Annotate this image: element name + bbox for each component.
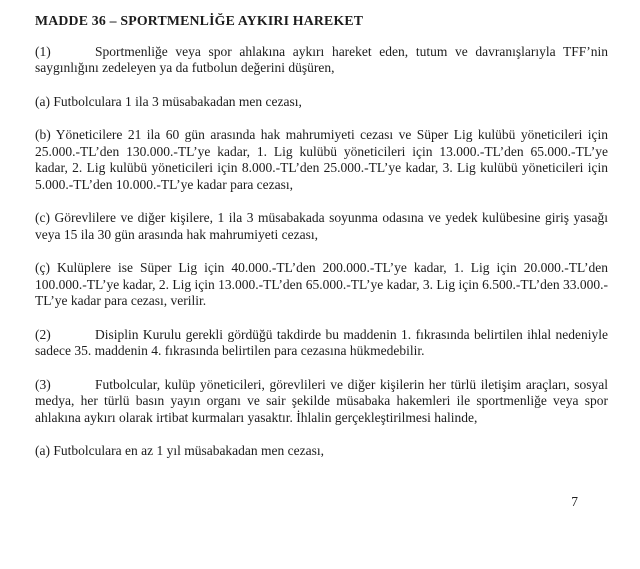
paragraph-marker: (2): [35, 326, 51, 342]
paragraph-text: Sportmenliğe veya spor ahlakına aykırı hareket eden, tutum ve davranışlarıyla TFF’nin saygınlığını zedeleyen ya da futbolun değerini düşüren,: [35, 43, 608, 75]
paragraph: [35, 443, 608, 460]
paragraph-text: Kulüplere ise Süper Lig için 40.000.-TL’den 200.000.-TL’ye kadar, 1. Lig için 20.000.-TL’den 100.000.-TL’ye kadar, 2. Lig için 13.000.-TL’den 65.000.-TL’ye kadar, 3. Lig için 6.500.-TL’den 33.000.-TL’ye kadar para cezası, verilir.: [35, 260, 609, 308]
paragraph-marker: (1): [35, 43, 51, 59]
document-page: [35, 13, 608, 510]
paragraph: [35, 94, 608, 111]
paragraph-text: Futbolcular, kulüp yöneticileri, görevlileri ve diğer kişilerin her türlü iletişim araçları, sosyal medya, her türlü basın yayın organı ve sair şekilde müsabaka hakemleri ile sportmenliğe veya spor ahlakına aykırı olarak irtibat kurmaları yasaktır. İhlalin gerçekleştirilmesi halinde,: [35, 376, 608, 425]
paragraph: [35, 44, 608, 77]
paragraph-text: Yöneticilere 21 ila 60 gün arasında hak mahrumiyeti cezası ve Süper Lig kulübü yöneticileri için 25.000.-TL’den 130.000.-TL’ye kadar, 1. Lig kulübü yöneticileri için 13.000.-TL’den 65.000.-TL’ye kadar, 2. Lig kulübü yöneticileri için 8.000.-TL’den 25.000.-TL’ye kadar, 3. Lig kulübü yöneticileri için 5.000.-TL’den 10.000.-TL’ye kadar para cezası,: [35, 127, 609, 192]
paragraph: [35, 327, 608, 360]
paragraph-marker: (c): [35, 210, 50, 225]
paragraph-marker: (a): [35, 443, 50, 458]
article-title: MADDE 36 – SPORTMENLİĞE AYKIRI HAREKET: [35, 13, 364, 28]
paragraph: [35, 377, 608, 427]
paragraph-marker: (a): [35, 93, 50, 109]
paragraph-text: Futbolculara en az 1 yıl müsabakadan men cezası,: [53, 443, 325, 458]
paragraph-marker: (b): [35, 127, 51, 142]
paragraph-marker: (3): [35, 376, 51, 392]
paragraph: [35, 260, 608, 310]
page-number: 7: [571, 493, 578, 509]
paragraph-text: Görevlilere ve diğer kişilere, 1 ila 3 müsabakada soyunma odasına ve yedek kulübesine giriş yasağı veya 15 ila 30 gün arasında hak mahrumiyeti cezası,: [35, 210, 609, 242]
paragraph-text: Futbolculara 1 ila 3 müsabakadan men cezası,: [53, 93, 302, 109]
paragraph-marker: (ç): [35, 260, 50, 275]
paragraph: [35, 127, 608, 193]
paragraph: [35, 210, 608, 243]
paragraph-text: Disiplin Kurulu gerekli gördüğü takdirde bu maddenin 1. fıkrasında belirtilen ihlal nedeniyle sadece 35. maddenin 4. fıkrasında belirtilen para cezasına hükmedebilir.: [35, 326, 608, 358]
